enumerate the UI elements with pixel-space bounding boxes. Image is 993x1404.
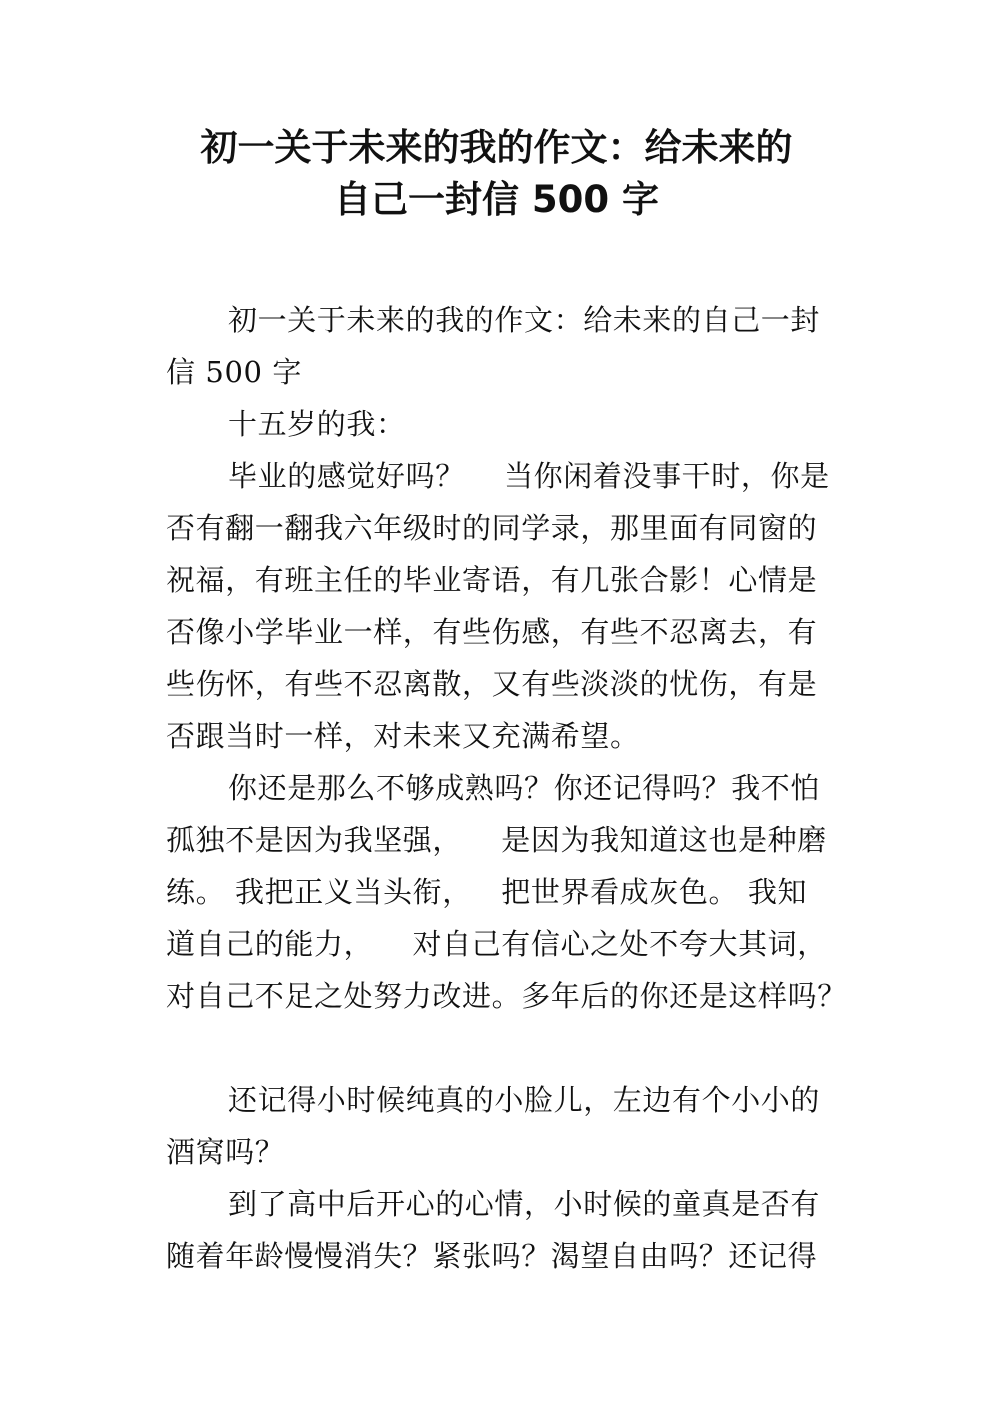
paragraph-line: 祝福，有班主任的毕业寄语，有几张合影！心情是 xyxy=(166,563,818,597)
paragraph-line: 随着年龄慢慢消失？紧张吗？渴望自由吗？还记得 xyxy=(166,1239,818,1273)
paragraph-line: 初一关于未来的我的作文：给未来的自己一封 xyxy=(228,303,821,337)
paragraph-line: 否像小学毕业一样，有些伤感，有些不忍离去，有 xyxy=(166,615,818,649)
document-title-line-1: 初一关于未来的我的作文：给未来的 xyxy=(200,126,793,169)
paragraph-line: 毕业的感觉好吗？ 当你闲着没事干时，你是 xyxy=(228,459,830,493)
paragraph-line: 酒窝吗？ xyxy=(166,1135,285,1169)
paragraph-line: 道自己的能力， 对自己有信心之处不夸大其词， xyxy=(166,927,827,961)
paragraph-line: 些伤怀，有些不忍离散，又有些淡淡的忧伤，有是 xyxy=(166,667,818,701)
paragraph-line: 十五岁的我： xyxy=(228,407,406,441)
paragraph-line: 还记得小时候纯真的小脸儿，左边有个小小的 xyxy=(228,1083,821,1117)
paragraph-line: 对自己不足之处努力改进。多年后的你还是这样吗？ xyxy=(166,979,847,1013)
paragraph-line: 练。 我把正义当头衔， 把世界看成灰色。 我知 xyxy=(166,875,808,909)
paragraph-line: 否有翻一翻我六年级时的同学录，那里面有同窗的 xyxy=(166,511,818,545)
paragraph-line: 你还是那么不够成熟吗？你还记得吗？我不怕 xyxy=(228,771,821,805)
paragraph-line: 信 500 字 xyxy=(166,355,302,389)
document-title-line-2: 自己一封信 500 字 xyxy=(334,178,659,221)
paragraph-line: 否跟当时一样，对未来又充满希望。 xyxy=(166,719,640,753)
paragraph-line: 孤独不是因为我坚强， 是因为我知道这也是种磨 xyxy=(166,823,827,857)
paragraph-line: 到了高中后开心的心情，小时候的童真是否有 xyxy=(228,1187,821,1221)
